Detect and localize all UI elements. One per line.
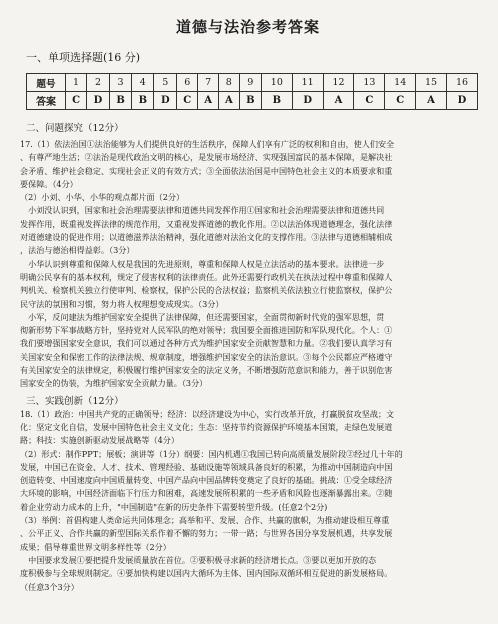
answer-cell: A xyxy=(219,92,240,110)
question-number: 8 xyxy=(219,74,240,92)
answer-line: 我们要增强国家安全意识，我们可以通过各种方式为维护国家安全贡献智慧和力量。②我们要认真学习有 xyxy=(20,338,393,349)
question-number: 14 xyxy=(385,74,416,92)
answer-line: 国家安全的伪装，为维护国家安全贡献力量。（3分） xyxy=(20,378,208,389)
question-number: 1 xyxy=(66,74,87,92)
answer-line: 度积极参与全球规则制定。④要加快构建以国内大循环为主体、国内国际双循环相互促进的新发展格局。 xyxy=(20,568,393,579)
answer-line: 路；科技：实施创新驱动发展战略等（4分） xyxy=(20,435,179,446)
answer-cell: C xyxy=(66,92,87,110)
answer-line: 17.（1）依法治国①法治能够为人们提供良好的生活秩序，保障人们享有广泛的权利和自由，使人们安全 xyxy=(20,139,395,149)
question-number: 10 xyxy=(261,74,292,92)
question-number: 3 xyxy=(109,74,131,92)
answer-line: 判机关、检察机关独立行使审判、检察权，保护公民的合法权益；监察机关依法独立行使监察权，保护公 xyxy=(20,285,393,296)
section-heading-practice: 三、实践创新（12分） xyxy=(26,395,124,407)
page-title: 道德与法治参考答案 xyxy=(175,18,320,36)
answer-line: 明确公民享有的基本权利，规定了侵害权利的法律责任。此外还需要行政机关在执法过程中尊重和保障人 xyxy=(20,271,393,282)
answer-cell: B xyxy=(239,92,261,110)
answer-line: 民守法的氛围和习惯，努力将人权理想变成现实。（3分） xyxy=(20,298,224,309)
answer-cell: C xyxy=(354,92,385,110)
answer-line: 着企业劳动力成本的上升，"中国制造"在新的历史条件下需要转型升级。(任意2个2分) xyxy=(20,501,328,512)
answer-cell: A xyxy=(198,92,219,110)
practice-answers xyxy=(20,408,476,594)
answer-line: （3）举例：首倡构建人类命运共同体理念；高举和平、发展、合作、共赢的旗帜，为推动建设相互尊重 xyxy=(20,515,390,526)
answer-cell: B xyxy=(132,92,154,110)
answer-line: 化：坚定文化自信，发展中国特色社会主义文化；生态：坚持节约资源保护环境基本国策，走绿色发展道 xyxy=(20,421,393,432)
section-heading-inquiry: 二、问题探究（12分） xyxy=(26,123,124,134)
table-row-answers xyxy=(27,92,478,110)
row-label-answer: 答案 xyxy=(27,92,66,110)
table-row-numbers xyxy=(27,74,478,92)
answer-line: 对道德建设的促进作用；以道德滋养法治精神，强化道德对法治文化的支撑作用。③法律与道德相辅相成 xyxy=(20,232,393,243)
question-number: 16 xyxy=(446,74,477,92)
answer-line: 会矛盾、维护社会稳定、实现社会正义的有效方式；③全面依法治国是中国特色社会主义的本质要求和重 xyxy=(20,165,393,176)
inquiry-answers xyxy=(20,138,476,391)
question-number: 5 xyxy=(154,74,177,92)
question-number: 13 xyxy=(354,74,385,92)
answer-line: ，法治与德治相得益彰。（3分） xyxy=(20,245,135,256)
answer-line: 、有尊严地生活；②法治是现代政治文明的核心，是发展市场经济、实现强国富民的基本保障，是解决社 xyxy=(20,152,393,163)
answer-cell: D xyxy=(87,92,110,110)
answer-line: 创造转变、中国速度向中国质量转变、中国产品向中国品牌转变奠定了良好的基础。挑战：①受全球经济 xyxy=(20,475,393,486)
row-label-number: 题号 xyxy=(27,74,66,92)
question-number: 11 xyxy=(292,74,323,92)
answer-cell: D xyxy=(154,92,177,110)
question-number: 15 xyxy=(416,74,447,92)
section-heading-choice: 一、单项选择题(16 分) xyxy=(26,51,141,64)
question-number: 4 xyxy=(132,74,154,92)
answer-cell: C xyxy=(177,92,198,110)
answer-line: 有关国家安全的法律规定，积极履行维护国家安全的法定义务，不断增强防范意识和能力，善于识别危害 xyxy=(20,365,393,376)
answer-line: （2）小刘、小华、小华的观点都片面（2分） xyxy=(20,192,185,203)
question-number: 12 xyxy=(323,74,354,92)
answer-cell: A xyxy=(416,92,447,110)
answer-line: （2）形式：制作PPT；展板；演讲等（1分）纲要：国内机遇①我国已转向高质量发展阶段②经过几十年的 xyxy=(20,448,403,459)
answer-line: 要保障。（4分） xyxy=(20,178,78,189)
answer-cell: D xyxy=(292,92,323,110)
answer-line: 发展，中国已在资金、人才、技术、管理经验、基础设施等领域具备良好的积累，为推动中国制造向中国 xyxy=(20,461,393,472)
answer-cell: C xyxy=(385,92,416,110)
answer-line: 发挥作用，既重视发挥法律的规范作用，又重视发挥道德的教化作用。②以法治体现道德理念，强化法律 xyxy=(20,218,393,229)
answer-line: 成果；倡导尊重世界文明多样性等（2分） xyxy=(20,541,171,552)
answer-line: 中国要求发展①要把提升发展质量放在首位。②要积极寻求新的经济增长点。③要以更加开放的态 xyxy=(20,554,377,565)
answer-table xyxy=(26,73,478,110)
answer-cell: D xyxy=(446,92,477,110)
question-number: 2 xyxy=(87,74,110,92)
answer-line: 18.（1）政治：中国共产党的正确领导；经济：以经济建设为中心，实行改革开放，打赢脱贫攻坚战；文 xyxy=(20,408,395,419)
answer-line: 小刘没认识到，国家和社会治理需要法律和道德共同发挥作用①国家和社会治理需要法律和道德共同 xyxy=(20,205,385,216)
answer-cell: B xyxy=(109,92,131,110)
question-number: 6 xyxy=(177,74,198,92)
answer-line: 彻新形势下军事战略方针，坚持党对人民军队的绝对领导；我国要全面推进国防和军队现代化。个人：① xyxy=(20,325,393,336)
answer-line: 关国家安全和保密工作的法律法规、规章制度，增强维护国家安全的法治意识。③每个公民都应严格遵守 xyxy=(20,351,393,362)
answer-line: 大环境的影响，中国经济面临下行压力和困难，高速发展所积累的一些矛盾和风险也逐渐暴露出来。②随 xyxy=(20,488,393,499)
answer-line: （任意3个3分） xyxy=(20,581,79,592)
answer-cell: A xyxy=(323,92,354,110)
answer-line: 小华认识到尊重和保障人权是我国的先进原则，尊重和保障人权是立法活动的基本要求。法律进一步 xyxy=(20,258,385,269)
question-number: 7 xyxy=(198,74,219,92)
answer-line: 小军，反问建法为维护国家安全提供了法律保障，但还需要国家，全面贯彻新时代党的强军思想，贯 xyxy=(20,311,385,322)
question-number: 9 xyxy=(239,74,261,92)
answer-cell: B xyxy=(261,92,292,110)
answer-line: 、公平正义、合作共赢的新型国际关系作着不懈的努力；一带一路；与世界各国分享发展机遇，共享发展 xyxy=(20,528,393,539)
